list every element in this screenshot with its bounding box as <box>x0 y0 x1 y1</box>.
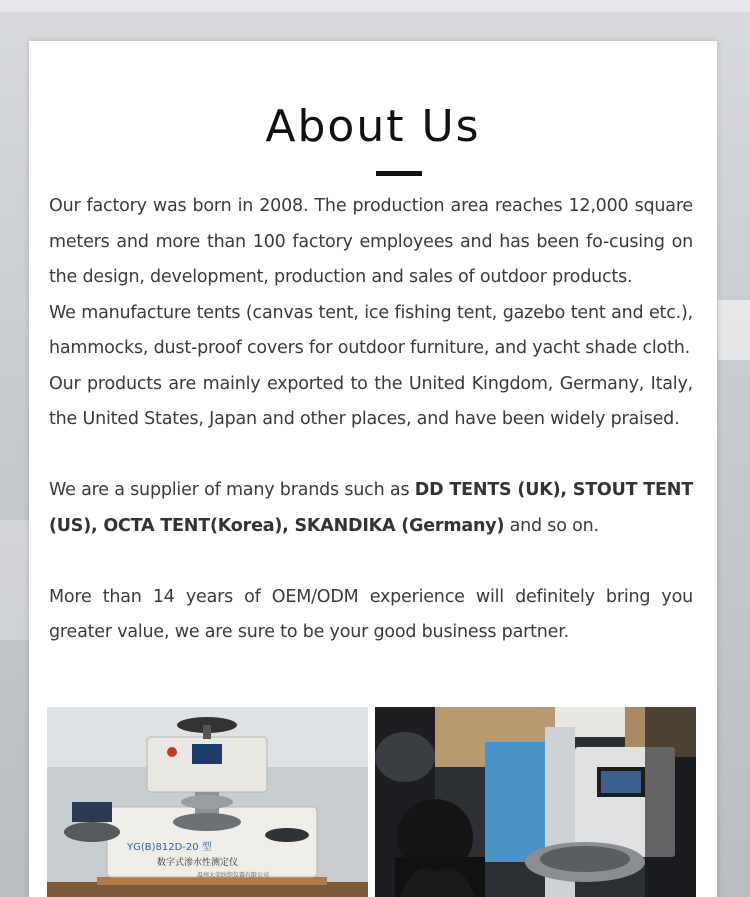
page-title: About Us <box>265 101 481 152</box>
paragraph-factory: Our factory was born in 2008. The production area reaches 12,000 square meters and more than 100 factory employees and has been fo-cusing on the design, development, production and sales of outdoor products. <box>49 196 693 287</box>
title-underline <box>376 171 422 176</box>
production-line-photo <box>375 707 696 897</box>
brands-lead: We are a supplier of many brands such as <box>49 480 415 500</box>
background-stripe <box>0 520 29 640</box>
about-card <box>29 41 717 897</box>
machine-maker-label: 温州大荣纺织仪器有限公司 <box>197 872 270 879</box>
background-stripe <box>0 0 750 12</box>
brands-list: DD TENTS (UK), STOUT TENT (US), OCTA TENT(Korea), SKANDIKA (Germany) <box>49 480 693 536</box>
paragraph-experience: More than 14 years of OEM/ODM experience will definitely bring you greater value, we are sure to be your good business partner. <box>49 586 693 642</box>
testing-machine-photo <box>47 707 368 897</box>
production-line-illustration <box>375 707 696 897</box>
paragraph-exports: Our products are mainly exported to the United Kingdom, Germany, Italy, the United States, Japan and other places, and have been widely praised. <box>49 373 693 429</box>
paragraph-products: We manufacture tents (canvas tent, ice fishing tent, gazebo tent and etc.), hammocks, dust-proof covers for outdoor furniture, and yacht shade cloth. <box>49 302 693 358</box>
brands-tail: and so on. <box>504 515 599 536</box>
machine-name-label: 数字式渗水性测定仪 <box>157 858 239 868</box>
machine-model-label: YG(B)812D-20 型 <box>127 842 212 853</box>
about-body <box>49 189 693 651</box>
testing-machine-illustration <box>47 707 368 897</box>
paragraph-brands <box>49 473 693 544</box>
background-stripe <box>718 300 750 360</box>
